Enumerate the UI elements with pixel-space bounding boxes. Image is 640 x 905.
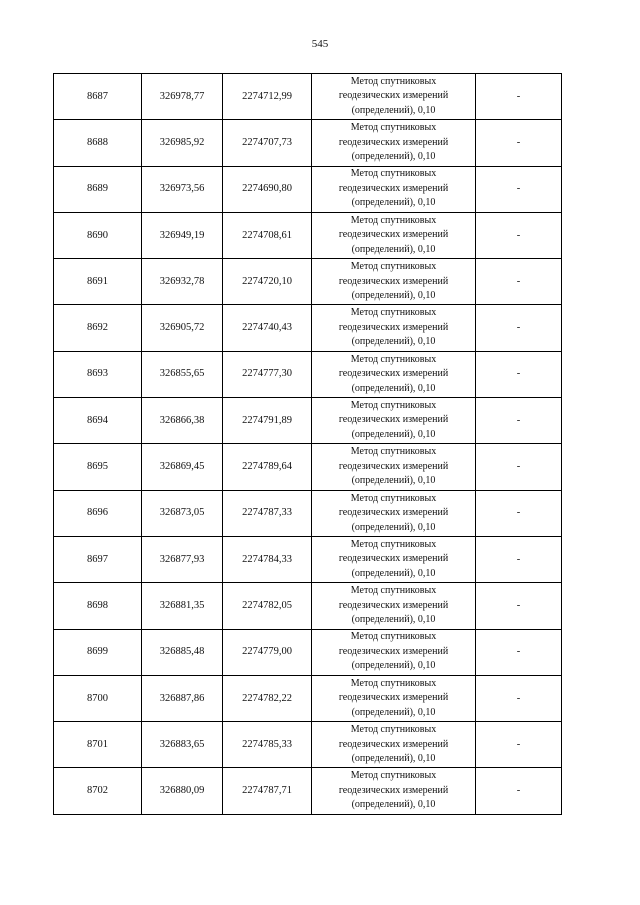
point-number-cell: 8702 xyxy=(54,768,142,814)
method-cell xyxy=(312,629,476,675)
x-coordinate-cell: 326869,45 xyxy=(142,444,223,490)
x-coordinate-cell: 326973,56 xyxy=(142,166,223,212)
method-text-line: Метод спутниковых xyxy=(350,585,437,597)
x-coordinate-cell: 326905,72 xyxy=(142,305,223,351)
y-coordinate-cell: 2274791,89 xyxy=(223,398,312,444)
method-cell xyxy=(312,583,476,629)
y-coordinate-cell: 2274740,43 xyxy=(223,305,312,351)
note-cell: - xyxy=(476,536,562,582)
table-row xyxy=(54,351,562,397)
note-cell: - xyxy=(476,768,562,814)
method-text-line: Метод спутниковых xyxy=(350,631,437,643)
method-text-line: Метод спутниковых xyxy=(350,492,437,504)
page-number: 545 xyxy=(311,38,329,50)
note-cell: - xyxy=(476,351,562,397)
method-text-line: (определений), 0,10 xyxy=(351,197,436,209)
table-row xyxy=(54,490,562,536)
method-text-line: (определений), 0,10 xyxy=(351,336,436,348)
note-cell: - xyxy=(476,490,562,536)
x-coordinate-cell: 326949,19 xyxy=(142,212,223,258)
method-text-line: (определений), 0,10 xyxy=(351,521,436,533)
method-text-line: Метод спутниковых xyxy=(350,122,437,134)
method-text-line: (определений), 0,10 xyxy=(351,799,436,811)
method-text-line: (определений), 0,10 xyxy=(351,753,436,765)
method-text-line: Метод спутниковых xyxy=(350,353,437,365)
table-row xyxy=(54,398,562,444)
x-coordinate-cell: 326881,35 xyxy=(142,583,223,629)
table-row xyxy=(54,768,562,814)
method-cell xyxy=(312,74,476,120)
point-number-cell: 8687 xyxy=(54,74,142,120)
table-row xyxy=(54,74,562,120)
x-coordinate-cell: 326855,65 xyxy=(142,351,223,397)
method-text-line: Метод спутниковых xyxy=(350,538,437,550)
point-number-cell: 8698 xyxy=(54,583,142,629)
point-number-cell: 8688 xyxy=(54,120,142,166)
x-coordinate-cell: 326873,05 xyxy=(142,490,223,536)
y-coordinate-cell: 2274782,22 xyxy=(223,675,312,721)
method-text-line: Метод спутниковых xyxy=(350,399,437,411)
method-cell xyxy=(312,212,476,258)
point-number-cell: 8701 xyxy=(54,722,142,768)
table-row xyxy=(54,722,562,768)
note-cell: - xyxy=(476,675,562,721)
method-text-line: геодезических измерений xyxy=(338,507,449,519)
y-coordinate-cell: 2274787,33 xyxy=(223,490,312,536)
method-text-line: геодезических измерений xyxy=(338,692,449,704)
method-text-line: геодезических измерений xyxy=(338,90,449,102)
method-text-line: геодезических измерений xyxy=(338,414,449,426)
point-number-cell: 8689 xyxy=(54,166,142,212)
method-text-line: Метод спутниковых xyxy=(350,168,437,180)
point-number-cell: 8696 xyxy=(54,490,142,536)
note-cell: - xyxy=(476,722,562,768)
note-cell: - xyxy=(476,166,562,212)
method-text-line: геодезических измерений xyxy=(338,738,449,750)
method-text-line: Метод спутниковых xyxy=(350,75,437,87)
y-coordinate-cell: 2274789,64 xyxy=(223,444,312,490)
method-text-line: геодезических измерений xyxy=(338,460,449,472)
point-number-cell: 8691 xyxy=(54,259,142,305)
y-coordinate-cell: 2274787,71 xyxy=(223,768,312,814)
method-cell xyxy=(312,120,476,166)
method-text-line: (определений), 0,10 xyxy=(351,290,436,302)
method-cell xyxy=(312,444,476,490)
table-row xyxy=(54,444,562,490)
method-text-line: Метод спутниковых xyxy=(350,307,437,319)
y-coordinate-cell: 2274712,99 xyxy=(223,74,312,120)
table-row xyxy=(54,629,562,675)
method-text-line: геодезических измерений xyxy=(338,645,449,657)
method-text-line: геодезических измерений xyxy=(338,553,449,565)
method-cell xyxy=(312,536,476,582)
y-coordinate-cell: 2274708,61 xyxy=(223,212,312,258)
note-cell: - xyxy=(476,629,562,675)
x-coordinate-cell: 326932,78 xyxy=(142,259,223,305)
method-text-line: (определений), 0,10 xyxy=(351,475,436,487)
method-text-line: Метод спутниковых xyxy=(350,446,437,458)
method-text-line: геодезических измерений xyxy=(338,136,449,148)
table-row xyxy=(54,675,562,721)
method-text-line: геодезических измерений xyxy=(338,784,449,796)
method-text-line: (определений), 0,10 xyxy=(351,706,436,718)
coordinates-table-body xyxy=(54,74,562,815)
method-text-line: геодезических измерений xyxy=(338,321,449,333)
method-cell xyxy=(312,166,476,212)
note-cell: - xyxy=(476,583,562,629)
method-cell xyxy=(312,722,476,768)
x-coordinate-cell: 326985,92 xyxy=(142,120,223,166)
x-coordinate-cell: 326887,86 xyxy=(142,675,223,721)
method-text-line: геодезических измерений xyxy=(338,182,449,194)
coordinates-table xyxy=(53,73,562,815)
point-number-cell: 8692 xyxy=(54,305,142,351)
note-cell: - xyxy=(476,74,562,120)
method-text-line: (определений), 0,10 xyxy=(351,243,436,255)
x-coordinate-cell: 326880,09 xyxy=(142,768,223,814)
method-cell xyxy=(312,398,476,444)
table-row xyxy=(54,166,562,212)
method-text-line: (определений), 0,10 xyxy=(351,151,436,163)
method-text-line: (определений), 0,10 xyxy=(351,104,436,116)
method-text-line: Метод спутниковых xyxy=(350,724,437,736)
table-row xyxy=(54,305,562,351)
method-cell xyxy=(312,259,476,305)
method-text-line: Метод спутниковых xyxy=(350,261,437,273)
method-cell xyxy=(312,768,476,814)
y-coordinate-cell: 2274779,00 xyxy=(223,629,312,675)
x-coordinate-cell: 326883,65 xyxy=(142,722,223,768)
point-number-cell: 8699 xyxy=(54,629,142,675)
method-cell xyxy=(312,351,476,397)
note-cell: - xyxy=(476,398,562,444)
method-cell xyxy=(312,490,476,536)
method-cell xyxy=(312,675,476,721)
table-row xyxy=(54,583,562,629)
y-coordinate-cell: 2274690,80 xyxy=(223,166,312,212)
method-text-line: геодезических измерений xyxy=(338,275,449,287)
x-coordinate-cell: 326885,48 xyxy=(142,629,223,675)
method-text-line: (определений), 0,10 xyxy=(351,660,436,672)
method-text-line: Метод спутниковых xyxy=(350,770,437,782)
method-cell xyxy=(312,305,476,351)
y-coordinate-cell: 2274707,73 xyxy=(223,120,312,166)
y-coordinate-cell: 2274720,10 xyxy=(223,259,312,305)
point-number-cell: 8690 xyxy=(54,212,142,258)
note-cell: - xyxy=(476,305,562,351)
note-cell: - xyxy=(476,120,562,166)
y-coordinate-cell: 2274784,33 xyxy=(223,536,312,582)
method-text-line: (определений), 0,10 xyxy=(351,382,436,394)
x-coordinate-cell: 326877,93 xyxy=(142,536,223,582)
method-text-line: геодезических измерений xyxy=(338,599,449,611)
point-number-cell: 8700 xyxy=(54,675,142,721)
method-text-line: геодезических измерений xyxy=(338,368,449,380)
table-row xyxy=(54,536,562,582)
y-coordinate-cell: 2274777,30 xyxy=(223,351,312,397)
method-text-line: (определений), 0,10 xyxy=(351,614,436,626)
note-cell: - xyxy=(476,212,562,258)
x-coordinate-cell: 326866,38 xyxy=(142,398,223,444)
x-coordinate-cell: 326978,77 xyxy=(142,74,223,120)
y-coordinate-cell: 2274785,33 xyxy=(223,722,312,768)
note-cell: - xyxy=(476,444,562,490)
point-number-cell: 8694 xyxy=(54,398,142,444)
method-text-line: геодезических измерений xyxy=(338,229,449,241)
table-row xyxy=(54,120,562,166)
method-text-line: Метод спутниковых xyxy=(350,214,437,226)
table-row xyxy=(54,259,562,305)
method-text-line: (определений), 0,10 xyxy=(351,567,436,579)
point-number-cell: 8697 xyxy=(54,536,142,582)
point-number-cell: 8695 xyxy=(54,444,142,490)
method-text-line: (определений), 0,10 xyxy=(351,428,436,440)
y-coordinate-cell: 2274782,05 xyxy=(223,583,312,629)
table-row xyxy=(54,212,562,258)
point-number-cell: 8693 xyxy=(54,351,142,397)
note-cell: - xyxy=(476,259,562,305)
method-text-line: Метод спутниковых xyxy=(350,677,437,689)
